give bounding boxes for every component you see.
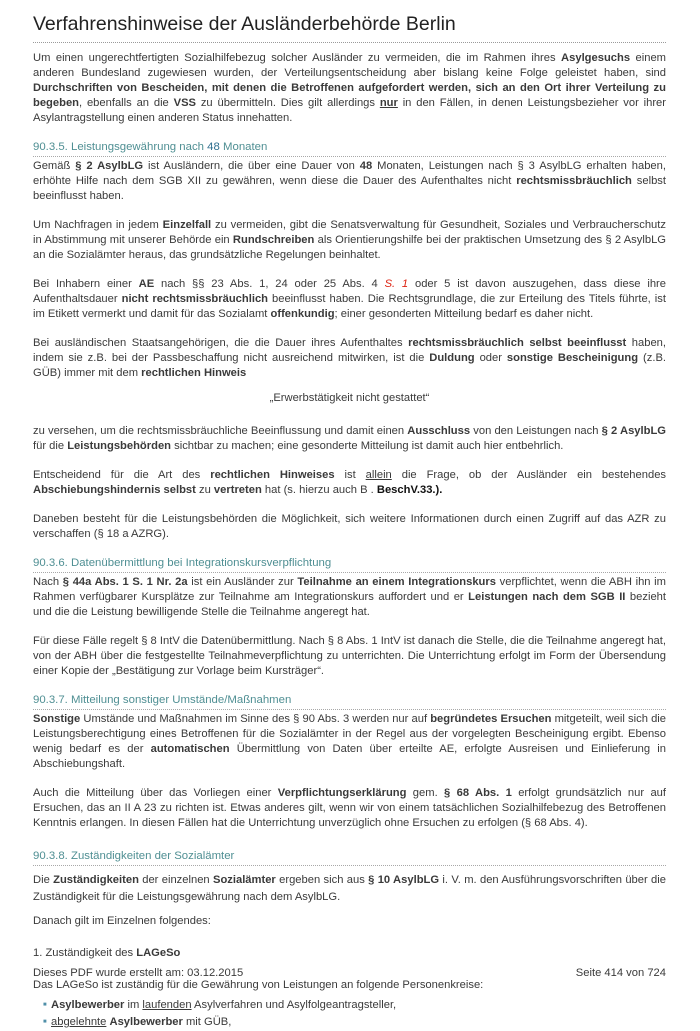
paragraph-inhabern: [33, 277, 666, 322]
bold-text: rechtsmissbräuchlich selbst beeinflusst: [408, 337, 627, 349]
paragraph-verteilung: [33, 51, 666, 126]
bold-text: Rundschreiben: [232, 234, 315, 246]
list-item: [43, 1014, 666, 1031]
footer-created-date: Dieses PDF wurde erstellt am: 03.12.2015: [33, 967, 244, 979]
bold-text: automatischen: [150, 743, 230, 755]
bold-text: LAGeSo: [136, 947, 181, 959]
text: Auch die Mitteilung über das Vorliegen einer: [33, 787, 278, 799]
text: ergeben sich aus: [275, 874, 369, 886]
bold-text: offenkundig: [270, 308, 335, 320]
text: in den Fällen, in denen Leistungsbezieher vor ihrer Asylantragstellung einen anderen Status innehatten.: [33, 97, 666, 124]
underlined-text: laufenden: [142, 999, 192, 1011]
bold-text: rechtlichen Hinweis: [141, 367, 247, 379]
bold-text: Ausschluss: [407, 425, 471, 437]
text: im: [124, 999, 143, 1011]
document-page: [33, 0, 666, 1031]
paragraph-entscheidend: [33, 468, 666, 498]
numbered-heading-lageso: [33, 946, 666, 961]
text: mit GÜB,: [182, 1016, 232, 1028]
bold-text: Duldung: [429, 352, 475, 364]
title-divider: [33, 42, 666, 43]
paragraph-danach: Danach gilt im Einzelnen folgendes:: [33, 915, 211, 927]
text: ist: [334, 469, 366, 481]
underlined-text: allein: [365, 469, 392, 481]
bold-text: Verpflichtungserklärung: [277, 787, 407, 799]
section-heading-90-3-8: 90.3.8. Zuständigkeiten der Sozialämter: [33, 849, 666, 866]
underlined-text: abgelehnte: [51, 1016, 107, 1028]
paragraph-nachfragen: [33, 218, 666, 263]
heading-number: 48: [207, 141, 220, 153]
bold-text: Asylbewerber: [51, 999, 125, 1011]
underlined-text: nur: [379, 97, 398, 109]
text: Um Nachfragen in jedem: [33, 219, 163, 231]
paragraph-daneben: Daneben besteht für die Leistungsbehörden die Möglichkeit, sich weitere Informationen durch einen Zugriff auf das AZR zu verschaffen (§ 18 a AZRG).: [33, 513, 666, 540]
text: oder 5 ist davon auszugehen, dass diese ihre Aufenthaltsdauer: [33, 278, 666, 305]
bold-text: Teilnahme an einem Integrationskurs: [297, 576, 496, 588]
text: 1. Zuständigkeit des: [33, 947, 137, 959]
bold-text: sonstige Bescheinigung: [506, 352, 639, 364]
section-heading-90-3-7: 90.3.7. Mitteilung sonstiger Umstände/Maßnahmen: [33, 693, 666, 710]
paragraph-zustaendigkeiten: [33, 872, 666, 906]
paragraph-lageso-zustaendig: Das LAGeSo ist zuständig für die Gewährung von Leistungen an folgende Personenkreise:: [33, 979, 484, 991]
paragraph-verpflichtungserklaerung: [33, 786, 666, 831]
heading-text: 90.3.5. Leistungsgewährung nach: [33, 141, 208, 153]
bold-text: vertreten: [213, 484, 262, 496]
bold-text: Sonstige: [33, 713, 81, 725]
paragraph-sonstige: [33, 712, 666, 772]
bold-text: Leistungsbehörden: [67, 440, 172, 452]
bold-text: Asylgesuchs: [561, 52, 631, 64]
text: hat (s. hierzu auch B .: [261, 484, 377, 496]
text: haben, indem sie z.B. bei der Passbeschaffung nicht ausreichend mitwirken, ist die: [33, 337, 666, 364]
bold-text: Abschiebungshindernis selbst: [33, 484, 196, 496]
page-footer: [33, 966, 666, 981]
text: einem anderen Bundesland zugewiesen wurden, der Verteilungsentscheidung aber bislang keine Folge geleistet haben, sind: [33, 52, 666, 79]
bold-text: Sozialämter: [212, 874, 276, 886]
quote-erwerbstaetigkeit: „Erwerbstätigkeit nicht gestattet“: [269, 392, 430, 404]
text: nach §§ 23 Abs. 1, 24 oder 25 Abs. 4: [154, 278, 385, 290]
text: zu versehen, um die rechtsmissbräuchliche Beeinflussung und damit einen: [33, 425, 408, 437]
bold-text: § 68 Abs. 1: [444, 787, 512, 799]
text: gem.: [406, 787, 445, 799]
text: zu: [195, 484, 214, 496]
bold-text: rechtsmissbräuchlich: [516, 175, 632, 187]
cross-reference-link[interactable]: BeschV.33.).: [376, 484, 443, 496]
paragraph-gemaess: [33, 159, 666, 204]
paragraph-zu-versehen: [33, 424, 666, 454]
text: oder: [474, 352, 507, 364]
text: für die: [33, 440, 68, 452]
bold-text: nicht rechtsmissbräuchlich: [121, 293, 268, 305]
text: bezieht und die die Leistung bewilligende Stelle die Teilnahme angeregt hat.: [33, 591, 667, 618]
text: mitgeteilt, weil sich die Leistungsberechtigung eines Betroffenen für die Sozialämter in der Regel aus der vorgelegten Bescheinigung ergibt. Ebenso wenig bedarf es der: [33, 713, 667, 755]
text: Entscheidend für die Art des: [33, 469, 211, 481]
paragraph-intv: Für diese Fälle regelt § 8 IntV die Datenübermittlung. Nach § 8 Abs. 1 IntV ist danach die Stelle, die die Teilnahme angeregt hat, von der ABH über die festgestellte Teilnahmeverpflichtung zu unterrichten. Die Unterrichtung erfolgt im Form der Übersendung einer Kopie der „Bestätigung zur Vorlage beim Kursträger“.: [33, 635, 666, 677]
bold-text: begründetes Ersuchen: [430, 713, 552, 725]
heading-text: Monaten: [219, 141, 268, 153]
bold-text: § 2 AsylbLG: [601, 425, 667, 437]
section-heading-90-3-5: [33, 140, 666, 157]
text: die Frage, ob der Ausländer ein bestehendes: [391, 469, 667, 481]
text: Bei ausländischen Staatsangehörigen, die die Dauer ihres Aufenthaltes: [33, 337, 409, 349]
bold-text: AE: [138, 278, 155, 290]
text: Monaten, Leistungen nach § 3 AsylbLG erhalten haben, erhöhte Hilfe nach dem SGB XII zu gewähren, wenn diese die Dauer des Aufenthaltes nicht: [33, 160, 666, 187]
paragraph-44a: [33, 575, 666, 620]
footer-page-number: Seite 414 von 724: [575, 967, 666, 979]
text: ; einer gesonderten Mitteilung bedarf es daher nicht.: [334, 308, 594, 320]
text: , ebenfalls an die: [79, 97, 174, 109]
text: erfolgt grundsätzlich nur auf Ersuchen, das an II A 23 zu richten ist. Etwas anderes gilt, wenn wir von einem tatsächlichen Sozialhilfebezug des Betroffenen Kenntnis erlangen. In diesen Fällen hat die Unterrichtung unverzüglich ohne Ersuchen zu erfolgen (§ 68 Abs. 4).: [33, 787, 667, 829]
page-title: Verfahrenshinweise der Ausländerbehörde Berlin: [33, 13, 456, 35]
highlighted-text: S. 1: [384, 278, 409, 290]
bold-text: Durchschriften von Bescheiden, mit denen die Betroffenen aufgefordert werden, sich an den Ort ihrer Verteilung zu begeben: [33, 82, 666, 109]
text: zu übermitteln. Dies gilt allerdings: [196, 97, 380, 109]
bold-text: 48: [359, 160, 373, 172]
text: Die: [33, 874, 54, 886]
bullet-list-personenkreise: [33, 997, 666, 1031]
text: Umstände und Maßnahmen im Sinne des § 90 Abs. 3 werden nur auf: [80, 713, 431, 725]
text: Übermittlung von Daten über erteilte AE, erfolgte Ausreisen und Einlieferung in Abschiebungshaft.: [33, 743, 666, 770]
text: der einzelnen: [138, 874, 213, 886]
text: von den Leistungen nach: [470, 425, 602, 437]
text: selbst beeinflusst haben.: [33, 175, 666, 202]
bold-text: § 10 AsylbLG: [368, 874, 440, 886]
text: (z.B. GÜB) immer mit dem: [33, 352, 667, 379]
text: sichtbar zu machen; eine gesonderte Mitteilung ist damit auch hier entbehrlich.: [171, 440, 564, 452]
paragraph-staatsangehoerige: [33, 336, 666, 381]
text: ist ein Ausländer zur: [187, 576, 298, 588]
bold-text: § 44a Abs. 1 S. 1 Nr. 2a: [62, 576, 188, 588]
list-item: [43, 997, 666, 1014]
bold-text: VSS: [173, 97, 196, 109]
bold-text: Leistungen nach dem SGB II: [468, 591, 626, 603]
text: beeinflusst haben. Die Rechtsgrundlage, die zur Erteilung des Titels führte, ist im Etikett vermerkt und damit für das Sozialamt: [33, 293, 666, 320]
text: verpflichtet, wenn die ABH ihn im Rahmen verfügbarer Kursplätze zur Teilnahme am Integrationskurs auffordert und er: [33, 576, 666, 603]
text: i. V. m. den Ausführungsvorschriften über die Zuständigkeit für die Leistungsgewährung nach dem AsylbLG.: [33, 874, 666, 903]
bold-text: Asylbewerber: [109, 1016, 183, 1028]
text: Um einen ungerechtfertigten Sozialhilfebezug solcher Ausländer zu vermeiden, die im Rahmen ihres: [33, 52, 562, 64]
text: Asylverfahren und Asylfolgeantragsteller,: [191, 999, 397, 1011]
text: Bei Inhabern einer: [33, 278, 139, 290]
text: Gemäß: [33, 160, 76, 172]
text: ist Ausländern, die über eine Dauer von: [143, 160, 360, 172]
bold-text: § 2 AsylbLG: [75, 160, 144, 172]
text: Nach: [33, 576, 63, 588]
text: zu vermeiden, gibt die Senatsverwaltung für Gesundheit, Soziales und Verbraucherschutz in Abstimmung mit unserer Behörde ein: [33, 219, 666, 246]
bold-text: Zuständigkeiten: [53, 874, 139, 886]
section-heading-90-3-6: 90.3.6. Datenübermittlung bei Integrationskursverpflichtung: [33, 556, 666, 573]
bold-text: rechtlichen Hinweises: [210, 469, 335, 481]
bold-text: Einzelfall: [162, 219, 212, 231]
text: als Orientierungshilfe bei der praktischen Umsetzung des § 2 AsylbLG an die Sozialämter heraus, das grundsätzliche Regelungen beinhaltet.: [33, 234, 666, 261]
